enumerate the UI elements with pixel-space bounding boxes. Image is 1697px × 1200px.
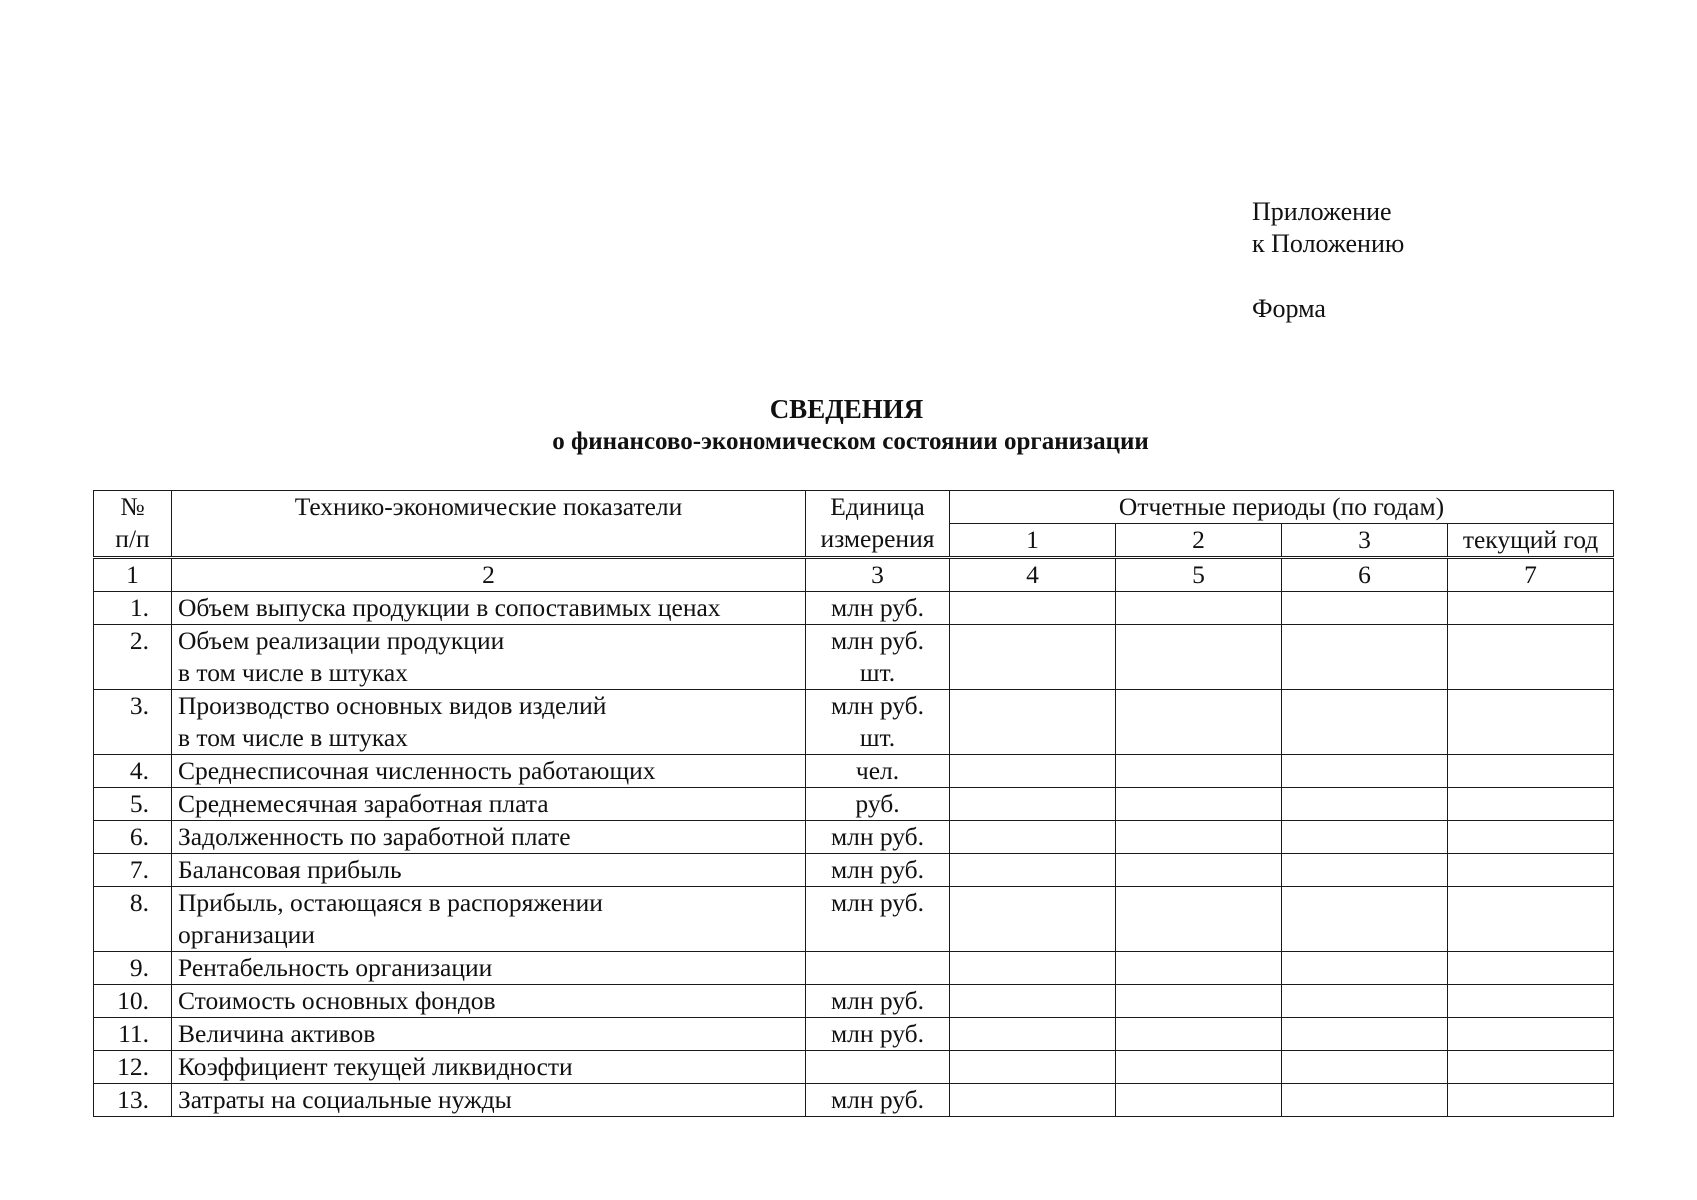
unit-label: млн руб. xyxy=(830,888,925,917)
period-value-cell xyxy=(1282,788,1448,821)
period-value-cell xyxy=(1448,1084,1614,1117)
indicator-label: Среднесписочная численность работающих xyxy=(178,756,656,785)
unit-cell xyxy=(806,1084,950,1117)
indicator-cell xyxy=(172,788,806,821)
period-value-cell xyxy=(1116,985,1282,1018)
period-value-cell xyxy=(950,625,1116,690)
period-value-cell xyxy=(1282,690,1448,755)
period-value-cell xyxy=(1282,821,1448,854)
period-value-cell xyxy=(1282,952,1448,985)
unit-cell xyxy=(806,952,950,985)
indicator-label: Стоимость основных фондов xyxy=(178,986,496,1015)
period-value-cell xyxy=(1448,821,1614,854)
unit-cell xyxy=(806,854,950,887)
period-value-cell xyxy=(1116,821,1282,854)
period-value-cell xyxy=(1116,1084,1282,1117)
table-header-row xyxy=(94,491,1614,524)
indicator-label: Величина активов xyxy=(178,1019,376,1048)
period-value-cell xyxy=(1282,854,1448,887)
period-value-cell xyxy=(950,821,1116,854)
period-value-cell xyxy=(1282,592,1448,625)
unit-cell xyxy=(806,592,950,625)
indicator-cell xyxy=(172,985,806,1018)
indicator-cell xyxy=(172,592,806,625)
header-unit-sublabel: измерения xyxy=(820,524,935,553)
unit-label: млн руб. xyxy=(830,855,925,884)
period-value-cell xyxy=(1116,788,1282,821)
financial-indicators-table xyxy=(93,490,1614,1117)
period-value-cell xyxy=(1448,625,1614,690)
unit-cell xyxy=(806,1018,950,1051)
period-value-cell xyxy=(1116,1051,1282,1084)
period-value-cell xyxy=(950,854,1116,887)
row-number-cell: 4. xyxy=(94,755,172,788)
period-value-cell xyxy=(950,788,1116,821)
unit-sublabel: шт. xyxy=(859,723,896,752)
indicator-cell xyxy=(172,1084,806,1117)
indicator-sublabel: в том числе в штуках xyxy=(178,723,408,752)
row-number-cell: 7. xyxy=(94,854,172,887)
period-value-cell xyxy=(1116,952,1282,985)
period-value-cell xyxy=(1116,592,1282,625)
period-value-cell xyxy=(950,1084,1116,1117)
period-value-cell xyxy=(1448,854,1614,887)
table-row xyxy=(94,1084,1614,1117)
row-number-cell: 3. xyxy=(94,690,172,755)
period-value-cell xyxy=(1448,592,1614,625)
indicator-sublabel: в том числе в штуках xyxy=(178,658,408,687)
period-value-cell xyxy=(1448,1051,1614,1084)
indicator-cell xyxy=(172,625,806,690)
header-periods-label: Отчетные периоды (по годам) xyxy=(1118,492,1445,521)
table-row xyxy=(94,887,1614,952)
header-cell-unit xyxy=(806,491,950,558)
header-number-label: № xyxy=(120,492,145,521)
column-number-row xyxy=(94,558,1614,592)
column-number-cell: 5 xyxy=(1116,558,1282,592)
period-value-cell xyxy=(1448,1018,1614,1051)
column-number-cell: 7 xyxy=(1448,558,1614,592)
indicator-label: Объем выпуска продукции в сопоставимых ценах xyxy=(178,593,721,622)
column-number-cell: 2 xyxy=(172,558,806,592)
indicator-label: Затраты на социальные нужды xyxy=(178,1085,512,1114)
table-row xyxy=(94,821,1614,854)
row-number-cell: 8. xyxy=(94,887,172,952)
form-label: Форма xyxy=(1252,294,1326,323)
period-value-cell xyxy=(1282,1051,1448,1084)
unit-label: млн руб. xyxy=(830,691,925,720)
period-value-cell xyxy=(1282,887,1448,952)
indicator-label: Задолженность по заработной плате xyxy=(178,822,571,851)
appendix-reference-line: к Положению xyxy=(1252,229,1405,258)
period-value-cell xyxy=(1448,952,1614,985)
table-row xyxy=(94,625,1614,690)
row-number-cell: 13. xyxy=(94,1084,172,1117)
period-value-cell xyxy=(950,952,1116,985)
indicator-label: Среднемесячная заработная плата xyxy=(178,789,549,818)
indicator-label: Прибыль, остающаяся в распоряжении xyxy=(178,888,603,917)
document-title: СВЕДЕНИЯ xyxy=(769,394,924,424)
row-number-cell: 6. xyxy=(94,821,172,854)
indicator-label: Коэффициент текущей ликвидности xyxy=(178,1052,573,1081)
unit-cell xyxy=(806,985,950,1018)
unit-label: млн руб. xyxy=(830,1019,925,1048)
indicator-label: Рентабельность организации xyxy=(178,953,493,982)
period-value-cell xyxy=(1116,625,1282,690)
column-number-cell: 6 xyxy=(1282,558,1448,592)
indicator-cell xyxy=(172,887,806,952)
table-row xyxy=(94,1051,1614,1084)
indicator-cell xyxy=(172,1051,806,1084)
unit-label: млн руб. xyxy=(830,986,925,1015)
table-row xyxy=(94,788,1614,821)
header-cell-period-2: 2 xyxy=(1116,524,1282,558)
unit-cell xyxy=(806,788,950,821)
table-row xyxy=(94,1018,1614,1051)
unit-cell xyxy=(806,755,950,788)
table-row xyxy=(94,952,1614,985)
unit-label: млн руб. xyxy=(830,626,925,655)
table-row xyxy=(94,690,1614,755)
period-value-cell xyxy=(1116,854,1282,887)
period-value-cell xyxy=(950,690,1116,755)
row-number-cell: 2. xyxy=(94,625,172,690)
spacer xyxy=(1252,260,1404,293)
period-value-cell xyxy=(950,1051,1116,1084)
header-cell-period-3: 3 xyxy=(1282,524,1448,558)
header-cell-current-year: текущий год xyxy=(1448,524,1614,558)
header-unit-label: Единица xyxy=(830,492,925,521)
unit-cell xyxy=(806,690,950,755)
unit-label: чел. xyxy=(855,756,900,785)
row-number-cell: 1. xyxy=(94,592,172,625)
row-number-cell: 5. xyxy=(94,788,172,821)
unit-label: руб. xyxy=(855,789,900,818)
indicator-cell xyxy=(172,1018,806,1051)
table-row xyxy=(94,985,1614,1018)
column-number-cell: 3 xyxy=(806,558,950,592)
unit-cell xyxy=(806,1051,950,1084)
unit-label: млн руб. xyxy=(830,593,925,622)
period-value-cell xyxy=(1116,755,1282,788)
table-row xyxy=(94,755,1614,788)
table-row xyxy=(94,854,1614,887)
header-cell-periods xyxy=(950,491,1614,524)
period-value-cell xyxy=(1116,690,1282,755)
period-value-cell xyxy=(1282,755,1448,788)
unit-cell xyxy=(806,625,950,690)
column-number-cell: 4 xyxy=(950,558,1116,592)
unit-label: млн руб. xyxy=(830,1085,925,1114)
indicator-cell xyxy=(172,755,806,788)
period-value-cell xyxy=(950,592,1116,625)
period-value-cell xyxy=(1448,985,1614,1018)
period-value-cell xyxy=(1282,625,1448,690)
indicator-label: Производство основных видов изделий xyxy=(178,691,607,720)
period-value-cell xyxy=(950,985,1116,1018)
indicator-cell xyxy=(172,952,806,985)
row-number-cell: 9. xyxy=(94,952,172,985)
header-cell-number xyxy=(94,491,172,558)
unit-sublabel: шт. xyxy=(859,658,896,687)
indicator-sublabel: организации xyxy=(178,920,315,949)
document-title-block xyxy=(0,392,1697,458)
period-value-cell xyxy=(1116,887,1282,952)
appendix-block xyxy=(1252,196,1404,325)
period-value-cell xyxy=(1282,1018,1448,1051)
column-number-cell: 1 xyxy=(94,558,172,592)
document-subtitle: о финансово-экономическом состоянии организации xyxy=(552,428,1149,455)
period-value-cell xyxy=(1448,690,1614,755)
period-value-cell xyxy=(1448,887,1614,952)
period-value-cell xyxy=(950,755,1116,788)
header-number-sublabel: п/п xyxy=(115,524,150,553)
unit-label: млн руб. xyxy=(830,822,925,851)
appendix-line: Приложение xyxy=(1252,197,1392,226)
period-value-cell xyxy=(950,887,1116,952)
header-indicator-label: Технико-экономические показатели xyxy=(294,492,683,521)
row-number-cell: 11. xyxy=(94,1018,172,1051)
indicator-label: Балансовая прибыль xyxy=(178,855,402,884)
indicator-cell xyxy=(172,854,806,887)
table-row xyxy=(94,592,1614,625)
period-value-cell xyxy=(1116,1018,1282,1051)
header-cell-period-1: 1 xyxy=(950,524,1116,558)
indicator-cell xyxy=(172,821,806,854)
indicator-cell xyxy=(172,690,806,755)
row-number-cell: 12. xyxy=(94,1051,172,1084)
header-cell-indicator xyxy=(172,491,806,558)
unit-cell xyxy=(806,887,950,952)
period-value-cell xyxy=(1448,755,1614,788)
period-value-cell xyxy=(1282,985,1448,1018)
indicator-label: Объем реализации продукции xyxy=(178,626,505,655)
period-value-cell xyxy=(1448,788,1614,821)
period-value-cell xyxy=(1282,1084,1448,1117)
period-value-cell xyxy=(950,1018,1116,1051)
row-number-cell: 10. xyxy=(94,985,172,1018)
unit-cell xyxy=(806,821,950,854)
